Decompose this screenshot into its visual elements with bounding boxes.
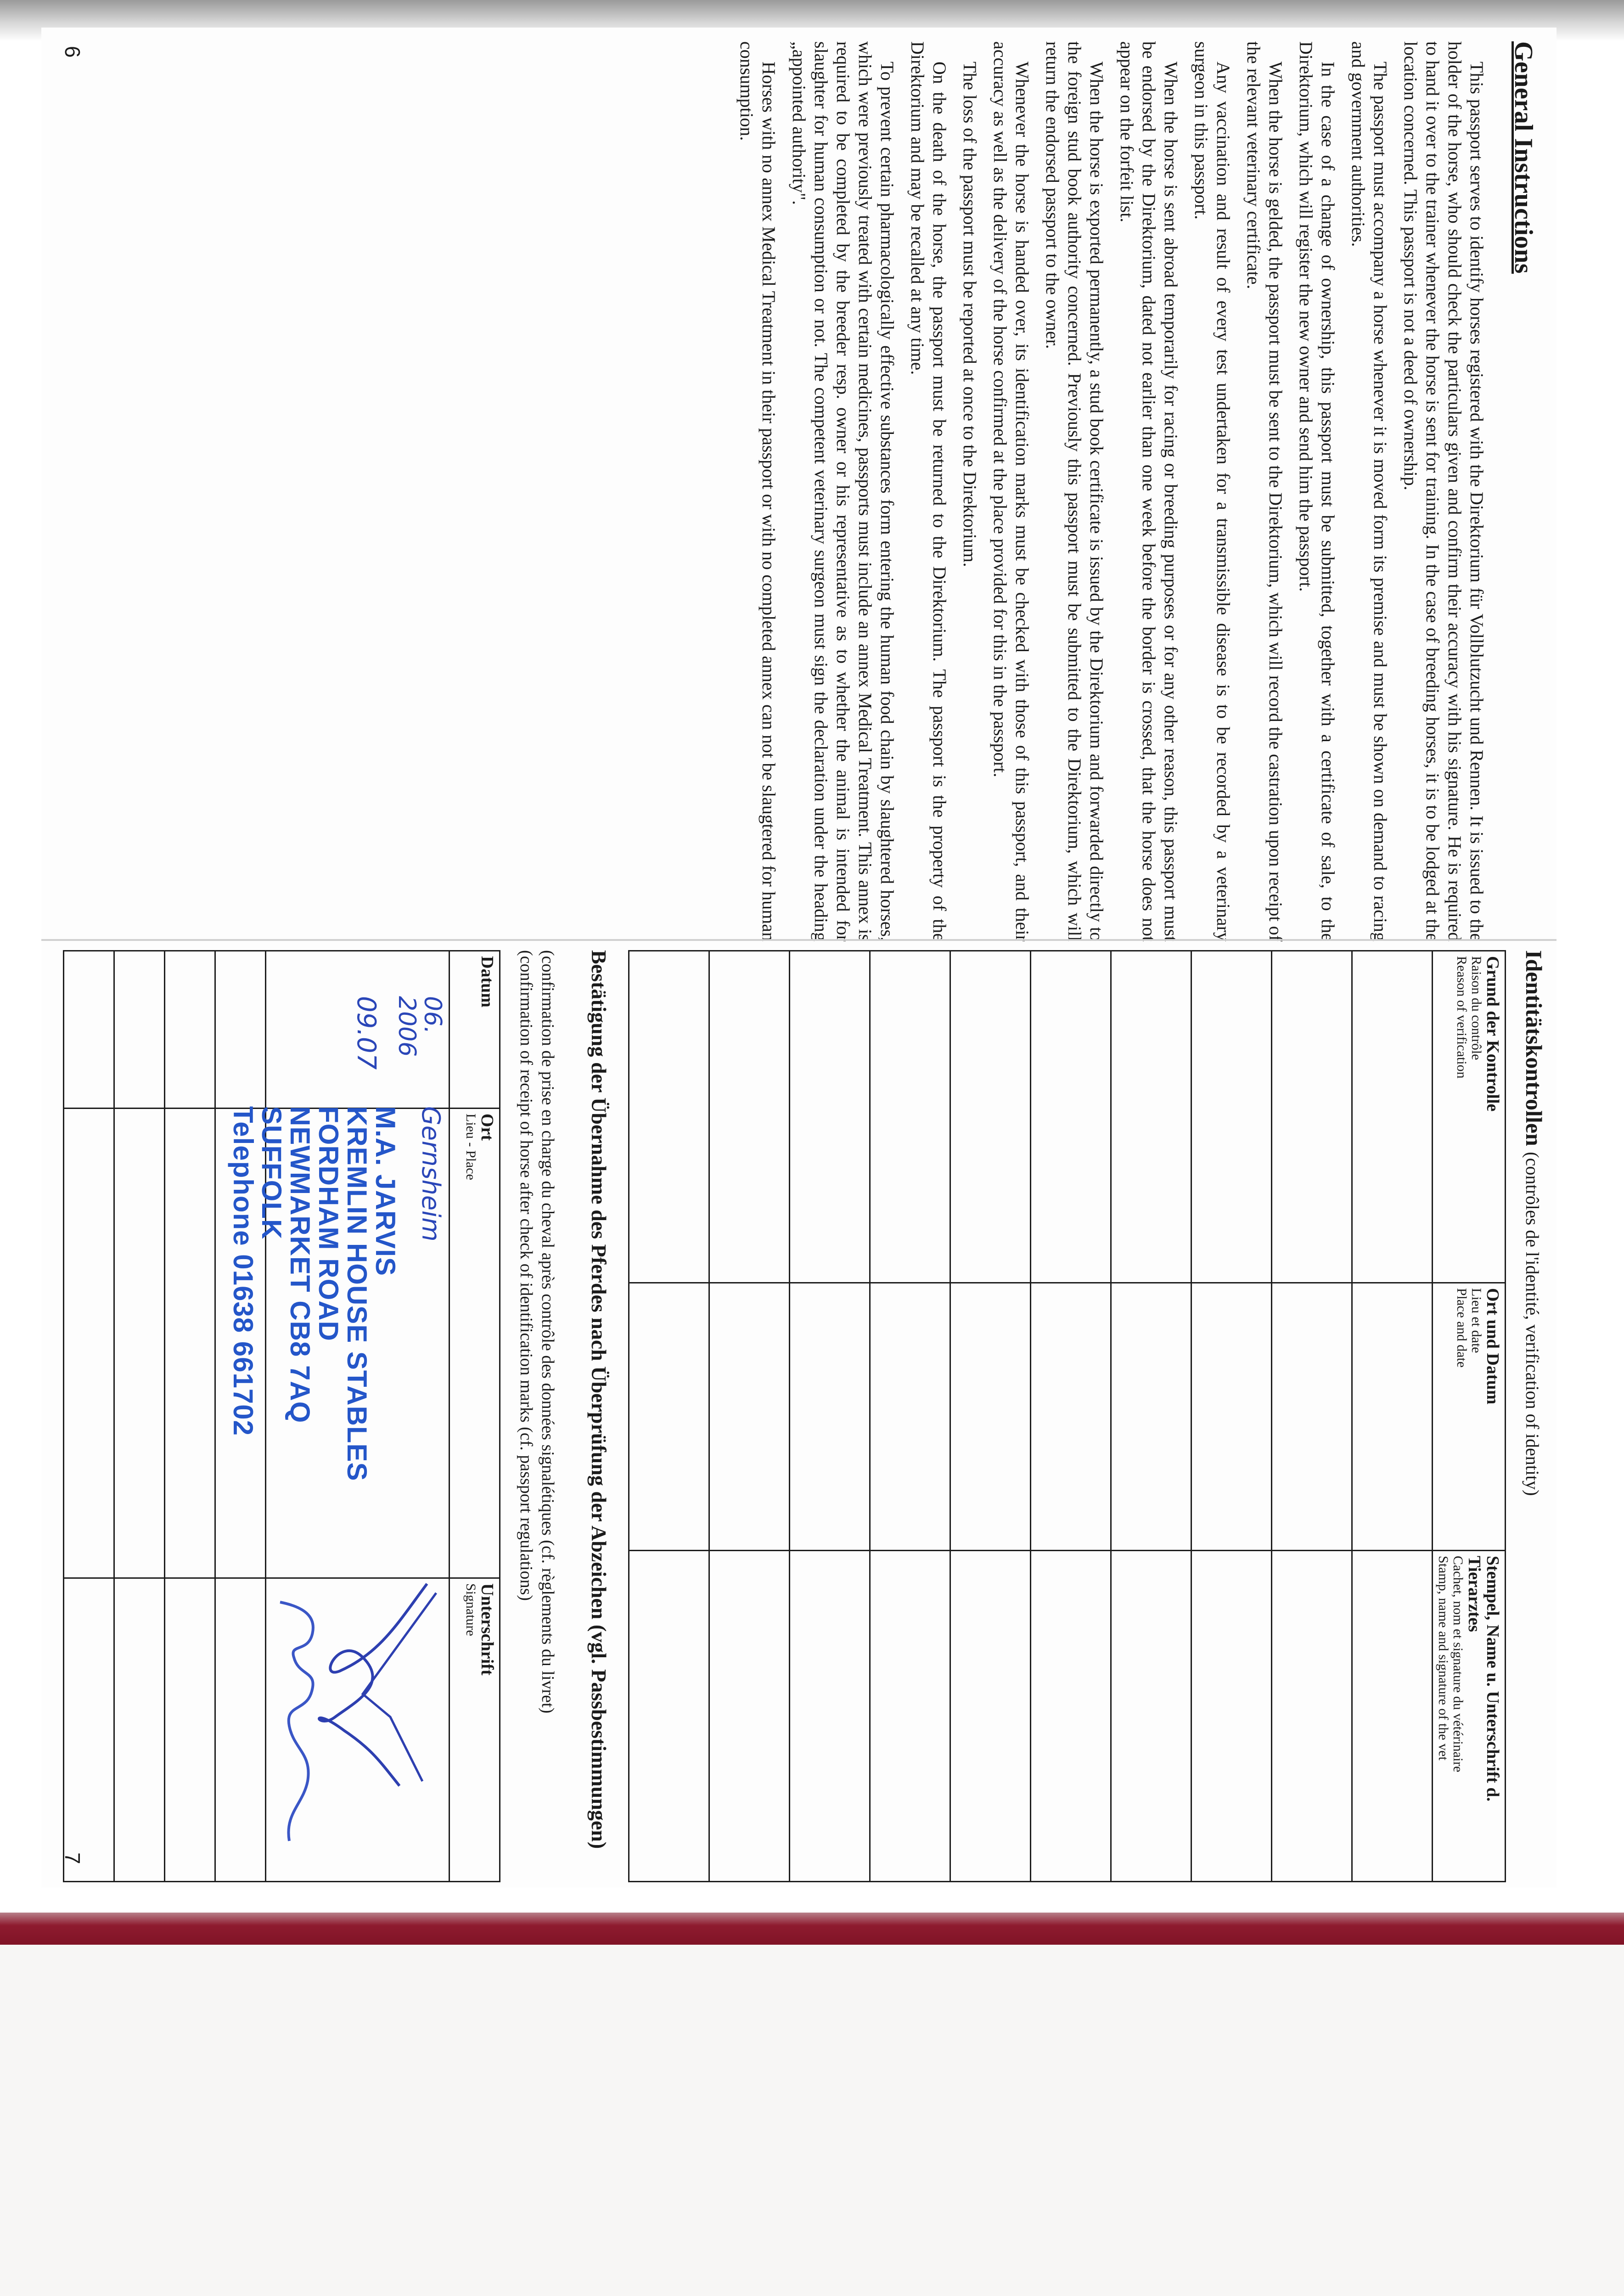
- page-number-right: 7: [61, 1852, 84, 1864]
- paragraph: When the horse is sent abroad temporarily for racing or breeding purposes or for any other reason, this passport must be endorsed by the Direktorium, dated not earlier than one week before the border is crossed, that the horse does not appear on the forfeit list.: [1117, 41, 1181, 941]
- col-reason: Grund der Kontrolle Raison du contrôle Reason of verification: [1433, 951, 1506, 1283]
- stamp-line: SUFFOLK: [256, 1106, 287, 1240]
- paragraph: The passport must accompany a horse whenever it is moved form its premise and must be shown on demand to racing and government authorities.: [1348, 41, 1391, 941]
- signatures: [262, 1565, 455, 1850]
- title-de: Identitätskontrollen: [1521, 950, 1547, 1146]
- page-number-left: 6: [61, 46, 84, 58]
- instructions-body: [727, 41, 1488, 941]
- col-date: Datum: [450, 951, 500, 1109]
- paragraph: To prevent certain pharmacologically effective substances form entering the human food chain by slaughtered horses, which were previously treated with certain medicines, passports must include an annex Medical Treatment. This annex is required to be completed by the breeder resp. owner or his representative as to whether the animal is intended for slaughter for human consumption or not. The competent veterinary surgeon must sign the declaration under the heading „appointed authority".: [789, 41, 898, 941]
- paragraph: Whenever the horse is handed over, its identification marks must be checked with those of this passport, and their accuracy as well as the delivery of the horse confirmed at the place provided for this in the passport.: [990, 41, 1033, 941]
- table-row: [64, 951, 114, 1882]
- confirmation-en: (confirmation of receipt of horse after check of identification marks (cf. passport regulations): [517, 950, 536, 1601]
- table-row: [1111, 951, 1191, 1882]
- paragraph: When the horse is gelded, the passport must be sent to the Direktorium, which will record the castration upon receipt of the relevant veterinary certificate.: [1243, 41, 1286, 941]
- stamp-line: M.A. JARVIS: [370, 1106, 401, 1276]
- table-row: [165, 951, 215, 1882]
- trainer-stamp: [229, 1106, 399, 1481]
- paragraph: Horses with no annex Medical Treatment in their passport or with no completed annex can not be slaugtered for human consumption.: [736, 41, 779, 941]
- handwritten-place: Gernsheim: [416, 1106, 445, 1242]
- signature-2: [280, 1602, 313, 1841]
- col-place: Ort Lieu - Place: [450, 1109, 500, 1578]
- passport-cover-edge: [0, 1913, 1624, 1945]
- table-row: [1352, 951, 1433, 1882]
- table-row: [1191, 951, 1272, 1882]
- col-place-date: Ort und Datum Lieu et date Place and date: [1433, 1283, 1506, 1551]
- table-row: [1031, 951, 1111, 1882]
- passport-spread: [41, 28, 1557, 1887]
- paragraph: When the horse is exported permanently, a stud book certificate is issued by the Direktorium and forwarded directly to the foreign stud book authority concerned. Previously this passport must be submitted to the Direktorium, which will return the endorsed passport to the owner.: [1042, 41, 1107, 941]
- scanner-background: [0, 1945, 1624, 2296]
- table-row: [950, 951, 1031, 1882]
- confirmation-heading: Bestätigung der Übernahme des Pferdes nach Überprüfung der Abzeichen (vgl. Passbestimmungen): [587, 950, 611, 1849]
- table-row: [1272, 951, 1352, 1882]
- col-signature: Unterschrift Signature: [450, 1578, 500, 1882]
- col-vet-stamp: Stempel, Name u. Unterschrift d. Tierarztes Cachet, nom et signature du vétérinaire Stamp, name and signature of the vet: [1433, 1551, 1506, 1882]
- page-title: General Instructions: [1509, 41, 1538, 274]
- vet-verification-table: [628, 950, 1506, 1882]
- table-row: [709, 951, 790, 1882]
- handwritten-date-2: 09.07: [351, 996, 381, 1070]
- confirmation-fr: (confirmation de prise en charge du cheval après contrôle des données signalétiques (cf. règlements du livret): [538, 950, 557, 1714]
- table-row: [114, 951, 165, 1882]
- identity-checks-title: [1521, 950, 1547, 1496]
- paragraph: Any vaccination and result of every test undertaken for a transmissible disease is to be recorded by a veterinary surgeon in this passport.: [1191, 41, 1234, 941]
- paragraph: The loss of the passport must be reported at once to the Direktorium.: [960, 62, 980, 567]
- stamp-line: Telephone 01638 661702: [228, 1106, 258, 1436]
- page-identity-checks: [41, 939, 1557, 1889]
- table-row: [870, 951, 950, 1882]
- table-row: [629, 951, 709, 1882]
- stamp-line: NEWMARKET CB8 7AQ: [285, 1106, 315, 1424]
- paragraph: In the case of a change of ownership, this passport must be submitted, together with a certificate of sale, to the Direktorium, which will register the new owner and send him the passport.: [1296, 41, 1338, 941]
- table-row: [790, 951, 870, 1882]
- paragraph: This passport serves to identify horses registered with the Direktorium für Vollblutzucht und Rennen. It is issued to the holder of the horse, who should check the particulars given and confirm their accuracy with his signature. He is required to hand it over to the trainer whenever the horse is sent for training. In the case of breeding horses, it is to be lodged at the location concerned. This passport is not a deed of ownership.: [1400, 41, 1487, 941]
- paragraph: On the death of the horse, the passport must be returned to the Direktorium. The passport is the property of the Direktorium and may be recalled at any time.: [907, 41, 950, 941]
- handwritten-date-1: 06. 2006: [393, 996, 446, 1057]
- page-general-instructions: [41, 28, 1557, 941]
- stamp-line: KREMLIN HOUSE STABLES: [342, 1106, 372, 1481]
- stamp-line: FORDHAM ROAD: [313, 1106, 344, 1341]
- title-translation: (contrôles de l'identité, verification of identity): [1522, 1152, 1543, 1496]
